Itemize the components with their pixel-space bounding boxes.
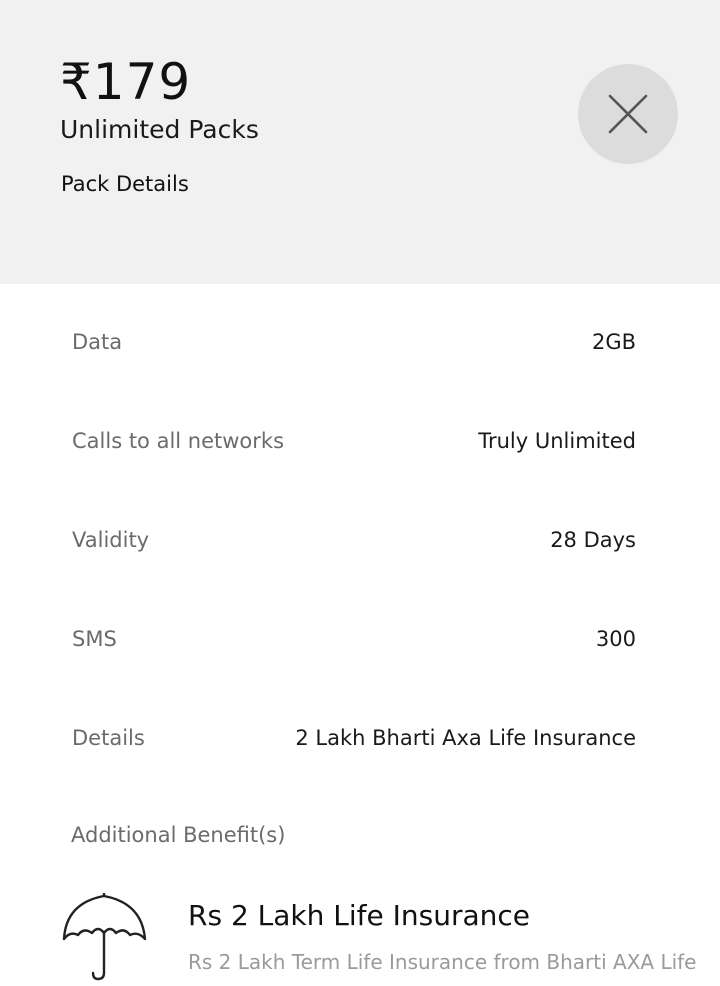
detail-value: Truly Unlimited <box>478 429 636 453</box>
detail-row-calls <box>72 421 636 461</box>
detail-row-sms <box>72 619 636 659</box>
detail-value: 28 Days <box>550 528 636 552</box>
pack-details-heading: Pack Details <box>61 172 189 196</box>
detail-label: Details <box>72 726 145 750</box>
pack-price: ₹179 <box>60 53 192 111</box>
benefit-subtitle: Rs 2 Lakh Term Life Insurance from Bharti AXA Life <box>188 950 697 974</box>
additional-benefits-heading: Additional Benefit(s) <box>71 823 286 847</box>
detail-value: 300 <box>595 627 636 651</box>
pack-name: Unlimited Packs <box>60 115 259 144</box>
detail-row-validity <box>72 520 636 560</box>
detail-label: Data <box>72 330 123 354</box>
benefit-title: Rs 2 Lakh Life Insurance <box>188 899 531 932</box>
detail-value: 2GB <box>591 330 636 354</box>
detail-row-details <box>72 718 636 758</box>
pack-header <box>0 0 720 284</box>
close-icon <box>606 92 650 136</box>
umbrella-icon <box>62 893 148 985</box>
detail-value: 2 Lakh Bharti Axa Life Insurance <box>295 726 636 750</box>
detail-row-data <box>72 322 636 362</box>
detail-label: Calls to all networks <box>72 429 285 453</box>
detail-label: SMS <box>72 627 117 651</box>
close-button[interactable] <box>578 64 678 164</box>
detail-label: Validity <box>72 528 150 552</box>
